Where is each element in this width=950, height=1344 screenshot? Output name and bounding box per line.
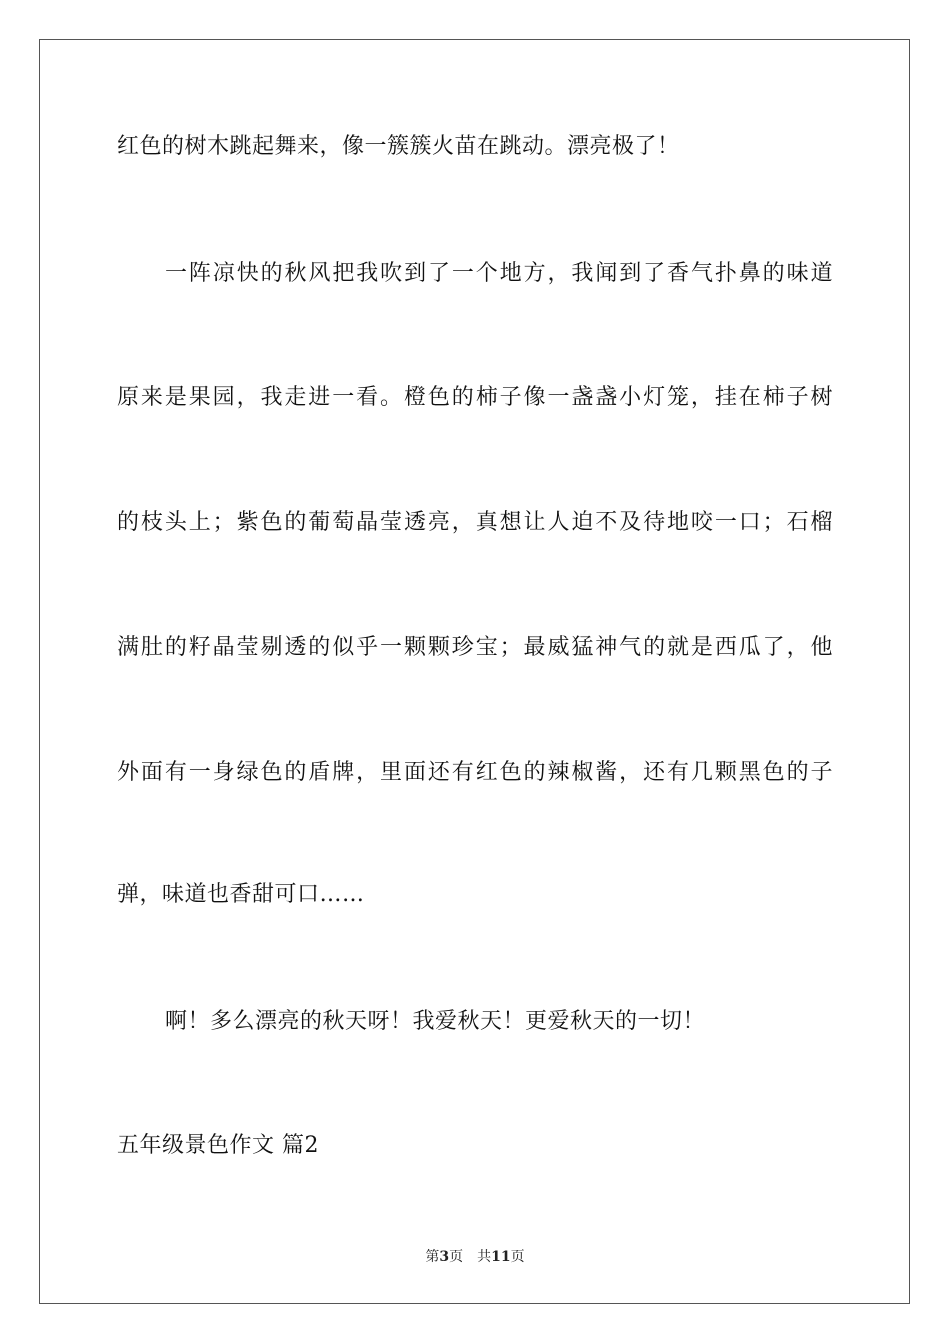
- paragraph-line-8: 啊！多么漂亮的秋天呀！我爱秋天！更爱秋天的一切！: [165, 1009, 706, 1034]
- paragraph-line-4: 的枝头上；紫色的葡萄晶莹透亮，真想让人迫不及待地咬一口；石榴: [117, 510, 833, 535]
- paragraph-line-2: 一阵凉快的秋风把我吹到了一个地方，我闻到了香气扑鼻的味道: [165, 261, 833, 286]
- paragraph-line-1: 红色的树木跳起舞来，像一簇簇火苗在跳动。漂亮极了！: [117, 134, 680, 159]
- paragraph-line-7: 弹，味道也香甜可口……: [117, 882, 365, 907]
- paragraph-line-6: 外面有一身绿色的盾牌，里面还有红色的辣椒酱，还有几颗黑色的子: [117, 760, 833, 785]
- total-suffix: 页: [510, 1249, 525, 1265]
- page-footer: [0, 1247, 950, 1267]
- total-prefix: 共: [477, 1249, 492, 1265]
- paragraph-line-5: 满肚的籽晶莹剔透的似乎一颗颗珍宝；最威猛神气的就是西瓜了，他: [117, 635, 833, 660]
- page-frame: [39, 39, 910, 1304]
- page-current: 3: [439, 1249, 450, 1265]
- section-heading: 五年级景色作文 篇2: [117, 1133, 319, 1158]
- page-prefix: 第: [425, 1249, 440, 1265]
- page-suffix: 页: [449, 1249, 464, 1265]
- paragraph-line-3: 原来是果园，我走进一看。橙色的柿子像一盏盏小灯笼，挂在柿子树: [117, 385, 833, 410]
- total-pages: 11: [491, 1249, 511, 1265]
